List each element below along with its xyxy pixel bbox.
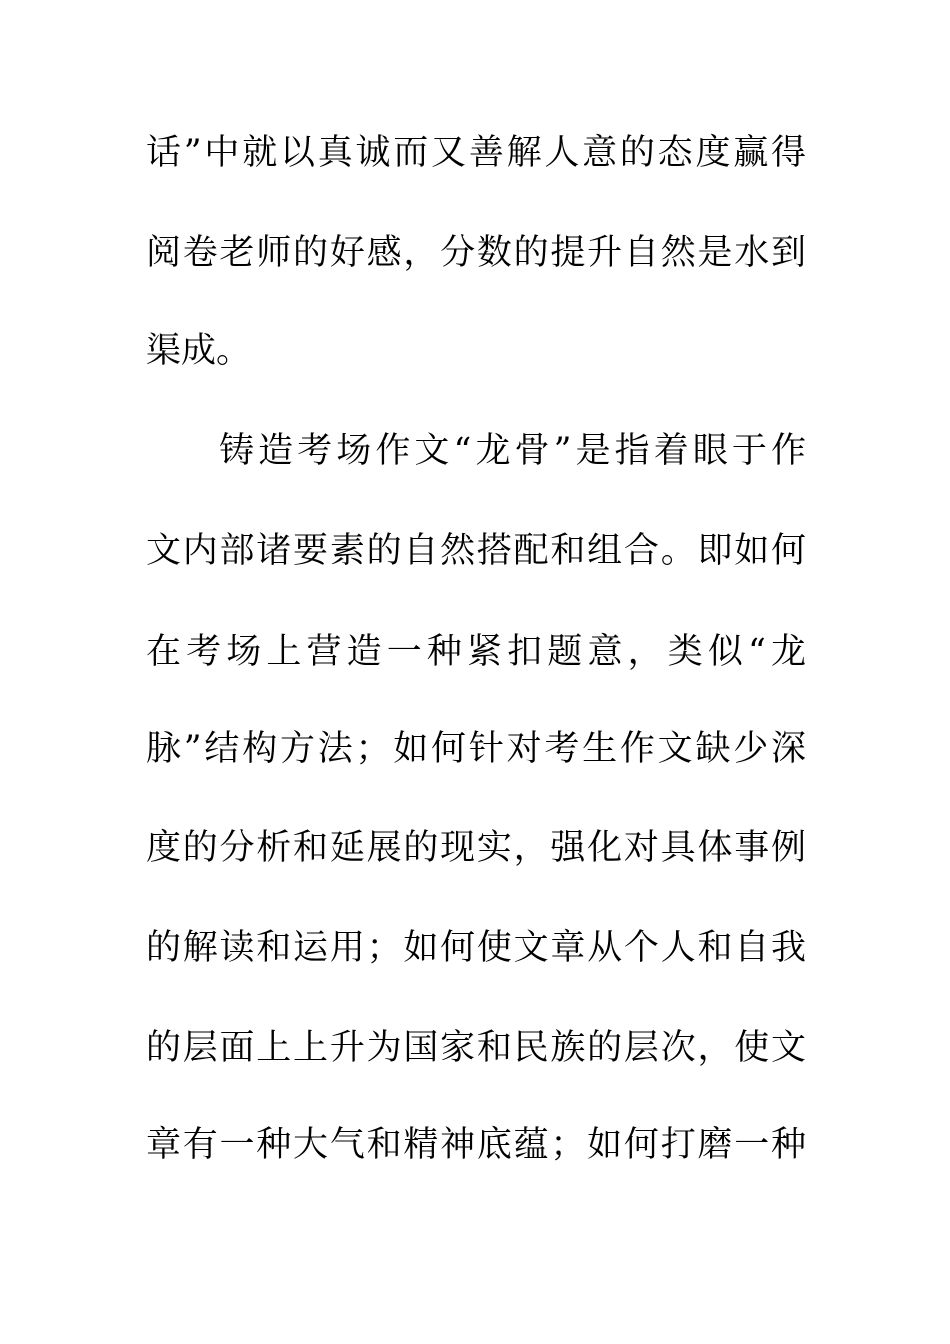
paragraph-line: 章有一种大气和精神底蕴；如何打磨一种 [146,1125,806,1165]
paragraph-line: 脉”结构方法；如何针对考生作文缺少深 [146,729,806,769]
paragraph-line: 话”中就以真诚而又善解人意的态度赢得 [146,133,806,173]
paragraph-line: 的层面上上升为国家和民族的层次，使文 [146,1028,806,1068]
paragraph-line: 文内部诸要素的自然搭配和组合。即如何 [146,531,806,571]
paragraph-line: 渠成。 [146,331,252,371]
paragraph-line: 度的分析和延展的现实，强化对具体事例 [146,828,806,868]
paragraph-line: 阅卷老师的好感，分数的提升自然是水到 [146,233,806,273]
paragraph-line: 在考场上营造一种紧扣题意，类似“龙 [146,632,806,672]
paragraph-line: 的解读和运用；如何使文章从个人和自我 [146,928,806,968]
paragraph-line: 铸造考场作文“龙骨”是指着眼于作 [219,431,806,471]
